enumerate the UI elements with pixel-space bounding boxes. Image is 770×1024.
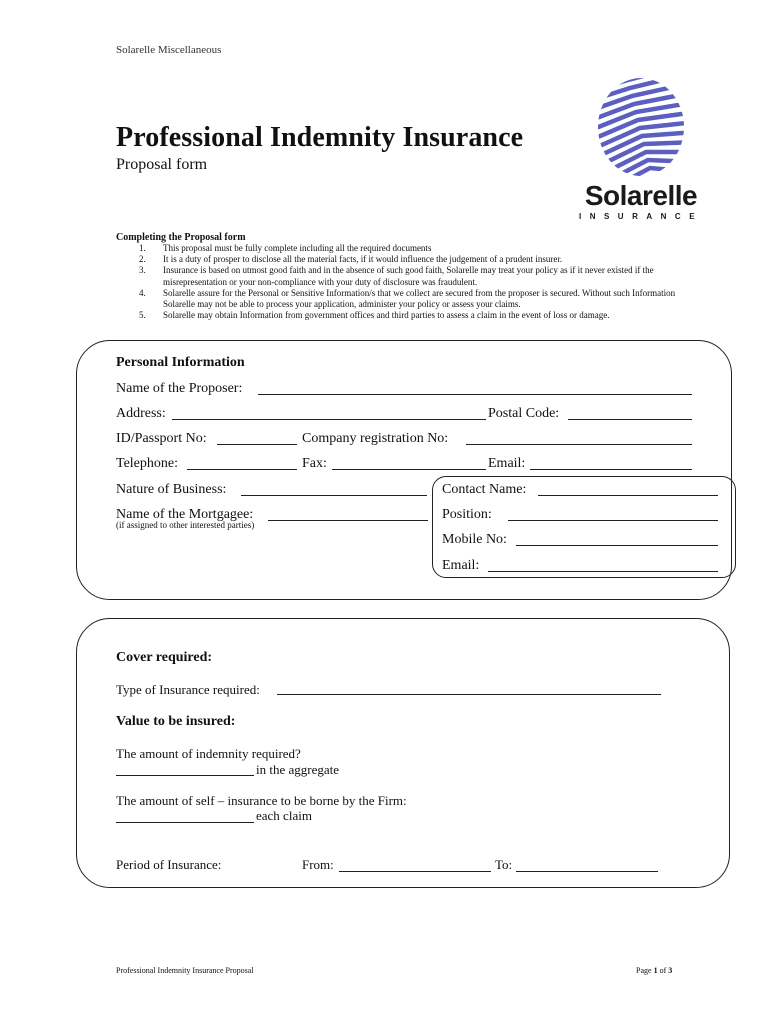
instruction-text: Insurance is based on utmost good faith and in the absence of such good faith, Solarelle may treat your policy as if it never existed if the misrepresentation or your non-compliance with your duty of disclosure was fraudulent. [163, 265, 654, 287]
instruction-text: It is a duty of prosper to disclose all the material facts, if it would influence the judgement of a prudent insurer. [163, 254, 563, 265]
instruction-number: 3. [139, 265, 146, 276]
of-word: of [659, 966, 667, 975]
insurance-type-label: Type of Insurance required: [116, 682, 260, 697]
cover-heading: Cover required: [116, 650, 213, 665]
personal-info-heading: Personal Information [116, 355, 245, 370]
instruction-number: 4. [139, 287, 146, 298]
header-company: Solarelle [116, 44, 156, 56]
proposer-name-field[interactable] [258, 394, 692, 395]
instruction-text: Solarelle may obtain Information from government offices and third parties to assess a claim in the event of loss or damage. [163, 310, 610, 321]
period-label: Period of Insurance: [116, 857, 222, 872]
from-date-field[interactable] [339, 871, 491, 872]
instruction-number: 5. [139, 310, 146, 321]
value-heading: Value to be insured: [116, 714, 236, 729]
instruction-item [116, 243, 696, 254]
page-word: Page [636, 966, 652, 975]
page-title: Professional Indemnity Insurance [116, 122, 524, 153]
instruction-number: 1. [139, 243, 146, 253]
aggregate-label: in the aggregate [256, 762, 340, 777]
position-field[interactable] [508, 520, 718, 521]
company-reg-label: Company registration No: [302, 431, 449, 446]
telephone-label: Telephone: [116, 456, 178, 471]
contact-name-field[interactable] [538, 495, 718, 496]
brand-name: Solarelle [584, 180, 698, 211]
id-passport-field[interactable] [217, 444, 297, 445]
instructions-heading: Completing the Proposal form [116, 232, 246, 243]
from-label: From: [302, 857, 334, 872]
telephone-field[interactable] [187, 469, 297, 470]
nature-business-field[interactable] [241, 495, 427, 496]
self-insurance-field[interactable] [116, 822, 254, 823]
fax-field[interactable] [332, 469, 486, 470]
instructions-list [116, 243, 696, 321]
page-header [116, 44, 221, 56]
postal-code-label: Postal Code: [488, 406, 560, 421]
brand-tagline: INSURANCE [578, 212, 704, 221]
instruction-number: 2. [139, 254, 146, 265]
mortgagee-label: Name of the Mortgagee: [116, 507, 254, 522]
each-claim-label: each claim [256, 808, 312, 823]
instruction-item [116, 288, 696, 310]
email-label: Email: [488, 456, 526, 471]
id-passport-label: ID/Passport No: [116, 431, 207, 446]
company-reg-field[interactable] [466, 444, 692, 445]
mobile-label: Mobile No: [442, 532, 507, 547]
nature-business-label: Nature of Business: [116, 482, 227, 497]
email-field[interactable] [530, 469, 692, 470]
to-label: To: [495, 857, 513, 872]
indemnity-question: The amount of indemnity required? [116, 746, 301, 761]
instruction-item [116, 265, 696, 287]
instruction-item [116, 310, 696, 321]
footer-title: Professional Indemnity Insurance Proposal [116, 966, 254, 975]
contact-email-field[interactable] [488, 571, 718, 572]
contact-name-label: Contact Name: [442, 482, 527, 497]
page-total: 3 [668, 966, 673, 975]
instruction-text: This proposal must be fully complete including all the required documents [163, 243, 432, 253]
header-section: Miscellaneous [157, 44, 222, 56]
mortgagee-note: (if assigned to other interested parties) [116, 520, 255, 530]
self-insurance-question: The amount of self – insurance to be borne by the Firm: [116, 793, 407, 808]
mobile-field[interactable] [516, 545, 718, 546]
page-number [636, 966, 672, 975]
mortgagee-field[interactable] [268, 520, 428, 521]
instruction-text: Solarelle assure for the Personal or Sensitive Information/s that we collect are secured from the proposer is secured. Without such Information Solarelle may not be able to process your application, administer your policy or assess your claims. [163, 287, 676, 310]
fax-label: Fax: [302, 456, 327, 471]
page-current: 1 [653, 966, 658, 975]
position-label: Position: [442, 507, 492, 522]
to-date-field[interactable] [516, 871, 658, 872]
indemnity-amount-field[interactable] [116, 775, 254, 776]
contact-email-label: Email: [442, 558, 480, 573]
insurance-type-field[interactable] [277, 694, 661, 695]
page-subtitle: Proposal form [116, 156, 208, 173]
address-field[interactable] [172, 419, 486, 420]
proposer-name-label: Name of the Proposer: [116, 381, 243, 396]
address-label: Address: [116, 406, 166, 421]
postal-code-field[interactable] [568, 419, 692, 420]
instruction-item [116, 254, 696, 265]
